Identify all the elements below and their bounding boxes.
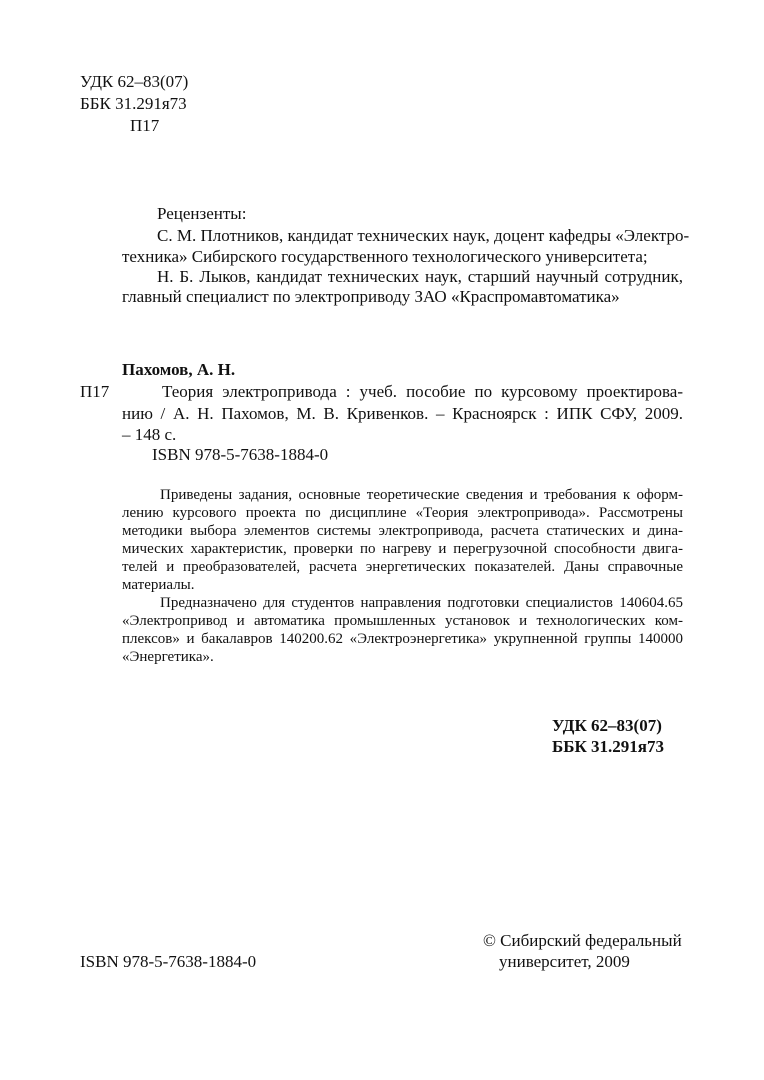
- copyright-line: © Сибирский федеральный: [483, 931, 682, 950]
- catalog-line: нию / А. Н. Пахомов, М. В. Кривенков. – Красноярск : ИПК СФУ, 2009.: [122, 404, 683, 423]
- abstract-line: телей и преобразователей, расчета энергетических показателей. Даны справочные: [122, 559, 683, 575]
- reviewers-heading: Рецензенты:: [157, 204, 247, 223]
- reviewer-line: Н. Б. Лыков, кандидат технических наук, старший научный сотрудник,: [157, 267, 683, 286]
- catalog-line: Теория электропривода : учеб. пособие по курсовому проектирова-: [162, 382, 683, 401]
- udk-code: УДК 62–83(07): [80, 72, 189, 91]
- abstract-line: мических характеристик, проверки по нагреву и перегрузочной способности двига-: [122, 541, 683, 557]
- copyright-line: университет, 2009: [499, 952, 630, 971]
- catalog-isbn: ISBN 978-5-7638-1884-0: [152, 445, 329, 464]
- footer-udk-code: УДК 62–83(07): [552, 716, 662, 735]
- catalog-mark: П17: [80, 382, 110, 401]
- abstract-line: методики выбора элементов системы электропривода, расчета статических и дина-: [122, 523, 683, 539]
- abstract-line: материалы.: [122, 577, 195, 593]
- abstract-line: Предназначено для студентов направления подготовки специалистов 140604.65: [160, 595, 683, 611]
- abstract-line: лению курсового проекта по дисциплине «Теория электропривода». Рассмотрены: [122, 505, 683, 521]
- abstract-line: «Электропривод и автоматика промышленных установок и технологических ком-: [122, 613, 683, 629]
- reviewer-line: техника» Сибирского государственного технологического университета;: [122, 247, 648, 266]
- footer-bbk-code: ББК 31.291я73: [552, 737, 665, 756]
- catalog-author: Пахомов, А. Н.: [122, 360, 236, 379]
- catalog-line: – 148 с.: [122, 425, 177, 444]
- reviewer-line: главный специалист по электроприводу ЗАО «Краспромавтоматика»: [122, 287, 620, 306]
- bbk-code: ББК 31.291я73: [80, 94, 187, 113]
- bottom-isbn: ISBN 978-5-7638-1884-0: [80, 952, 257, 971]
- abstract-line: Приведены задания, основные теоретические сведения и требования к оформ-: [160, 487, 683, 503]
- author-mark: П17: [130, 116, 160, 135]
- abstract-line: «Энергетика».: [122, 649, 214, 665]
- reviewer-line: С. М. Плотников, кандидат технических наук, доцент кафедры «Электро-: [157, 226, 690, 245]
- abstract-line: плексов» и бакалавров 140200.62 «Электроэнергетика» укрупненной группы 140000: [122, 631, 683, 647]
